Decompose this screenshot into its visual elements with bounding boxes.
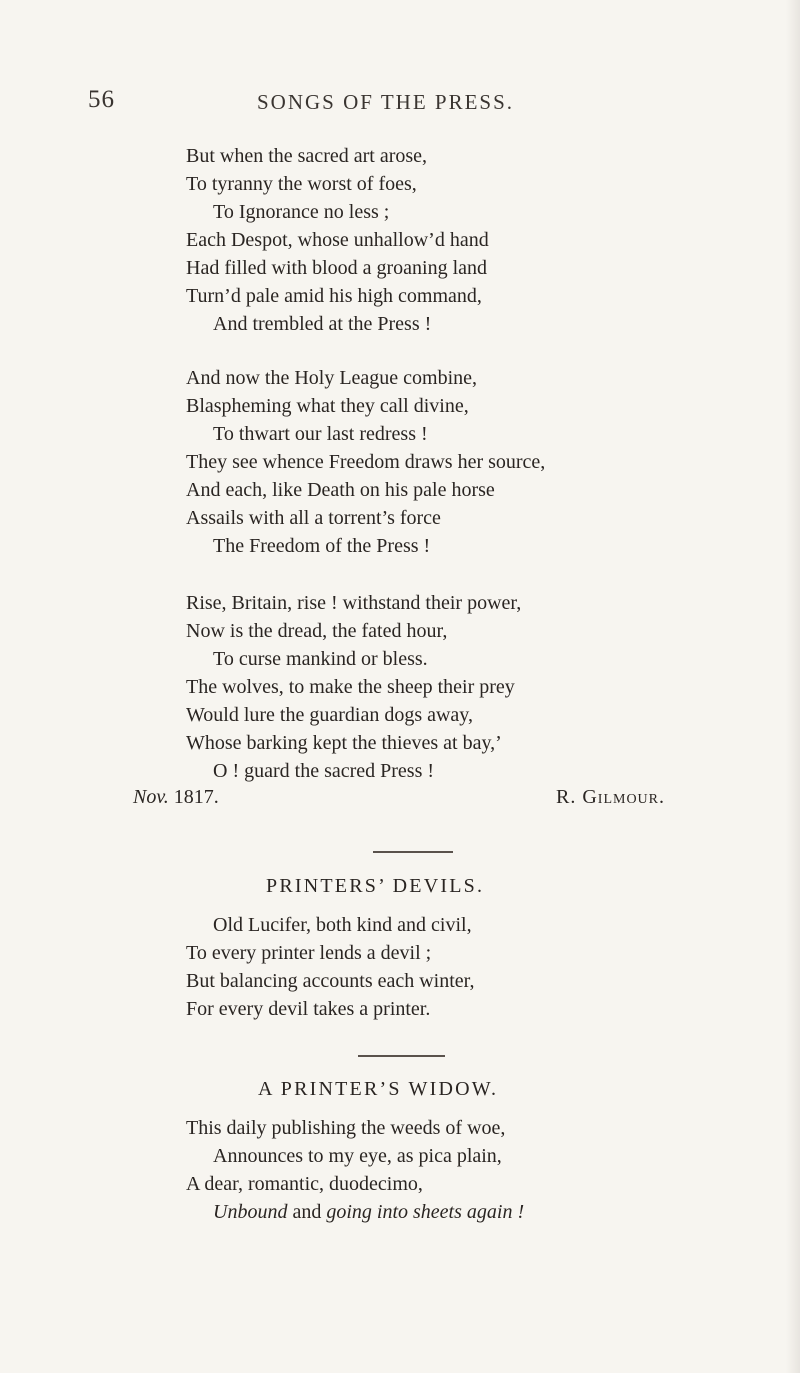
poem-line: The wolves, to make the sheep their prey — [186, 676, 515, 698]
poem-line: Whose barking kept the thieves at bay,’ — [186, 732, 502, 754]
poem-line: And trembled at the Press ! — [213, 313, 432, 335]
date-month: Nov. — [133, 786, 169, 808]
poem-line: And each, like Death on his pale horse — [186, 479, 495, 501]
author-surname: Gilmour. — [582, 786, 666, 808]
dateline — [133, 786, 219, 809]
poem-line: To Ignorance no less ; — [213, 201, 390, 223]
date-year: 1817. — [173, 786, 219, 808]
poem-line: For every devil takes a printer. — [186, 998, 431, 1020]
poem-line: The Freedom of the Press ! — [213, 535, 431, 557]
poem-line: To thwart our last redress ! — [213, 423, 428, 445]
poem-line: Each Despot, whose unhallow’d hand — [186, 229, 489, 251]
poem-line: O ! guard the sacred Press ! — [213, 760, 435, 782]
italic-phrase-going-into-sheets: going into sheets again ! — [326, 1201, 525, 1223]
poem-line: A dear, romantic, duodecimo, — [186, 1173, 423, 1195]
poem-line: Would lure the guardian dogs away, — [186, 704, 474, 726]
poem-line: Announces to my eye, as pica plain, — [213, 1145, 502, 1167]
poem-line — [213, 1199, 524, 1225]
section-divider — [373, 851, 453, 853]
running-head: SONGS OF THE PRESS. — [257, 90, 515, 114]
italic-word-unbound: Unbound — [213, 1201, 288, 1223]
poem-line: Turn’d pale amid his high command, — [186, 285, 482, 307]
poem-line: Rise, Britain, rise ! withstand their power, — [186, 592, 522, 614]
poem-line: Old Lucifer, both kind and civil, — [213, 914, 472, 936]
poem-line: Had filled with blood a groaning land — [186, 257, 488, 279]
section-divider — [358, 1055, 445, 1057]
page-number: 56 — [88, 86, 115, 113]
poem-title-printers-widow: A PRINTER’S WIDOW. — [258, 1078, 499, 1100]
poem-line: To curse mankind or bless. — [213, 648, 428, 670]
poem-line: Now is the dread, the fated hour, — [186, 620, 448, 642]
author-signature — [556, 786, 665, 809]
author-initial: R. — [556, 786, 577, 808]
poem-line: To every printer lends a devil ; — [186, 942, 432, 964]
poem-line: To tyranny the worst of foes, — [186, 173, 417, 195]
poem-line: They see whence Freedom draws her source, — [186, 451, 546, 473]
poem-line: Assails with all a torrent’s force — [186, 507, 441, 529]
page-edge-shadow — [786, 0, 800, 1373]
poem-line: And now the Holy League combine, — [186, 367, 478, 389]
plain-word-and: and — [287, 1201, 327, 1223]
poem-line: But balancing accounts each winter, — [186, 970, 475, 992]
poem-line: This daily publishing the weeds of woe, — [186, 1117, 506, 1139]
poem-line: Blaspheming what they call divine, — [186, 395, 469, 417]
poem-line: But when the sacred art arose, — [186, 145, 428, 167]
poem-title-printers-devils: PRINTERS’ DEVILS. — [266, 875, 485, 897]
